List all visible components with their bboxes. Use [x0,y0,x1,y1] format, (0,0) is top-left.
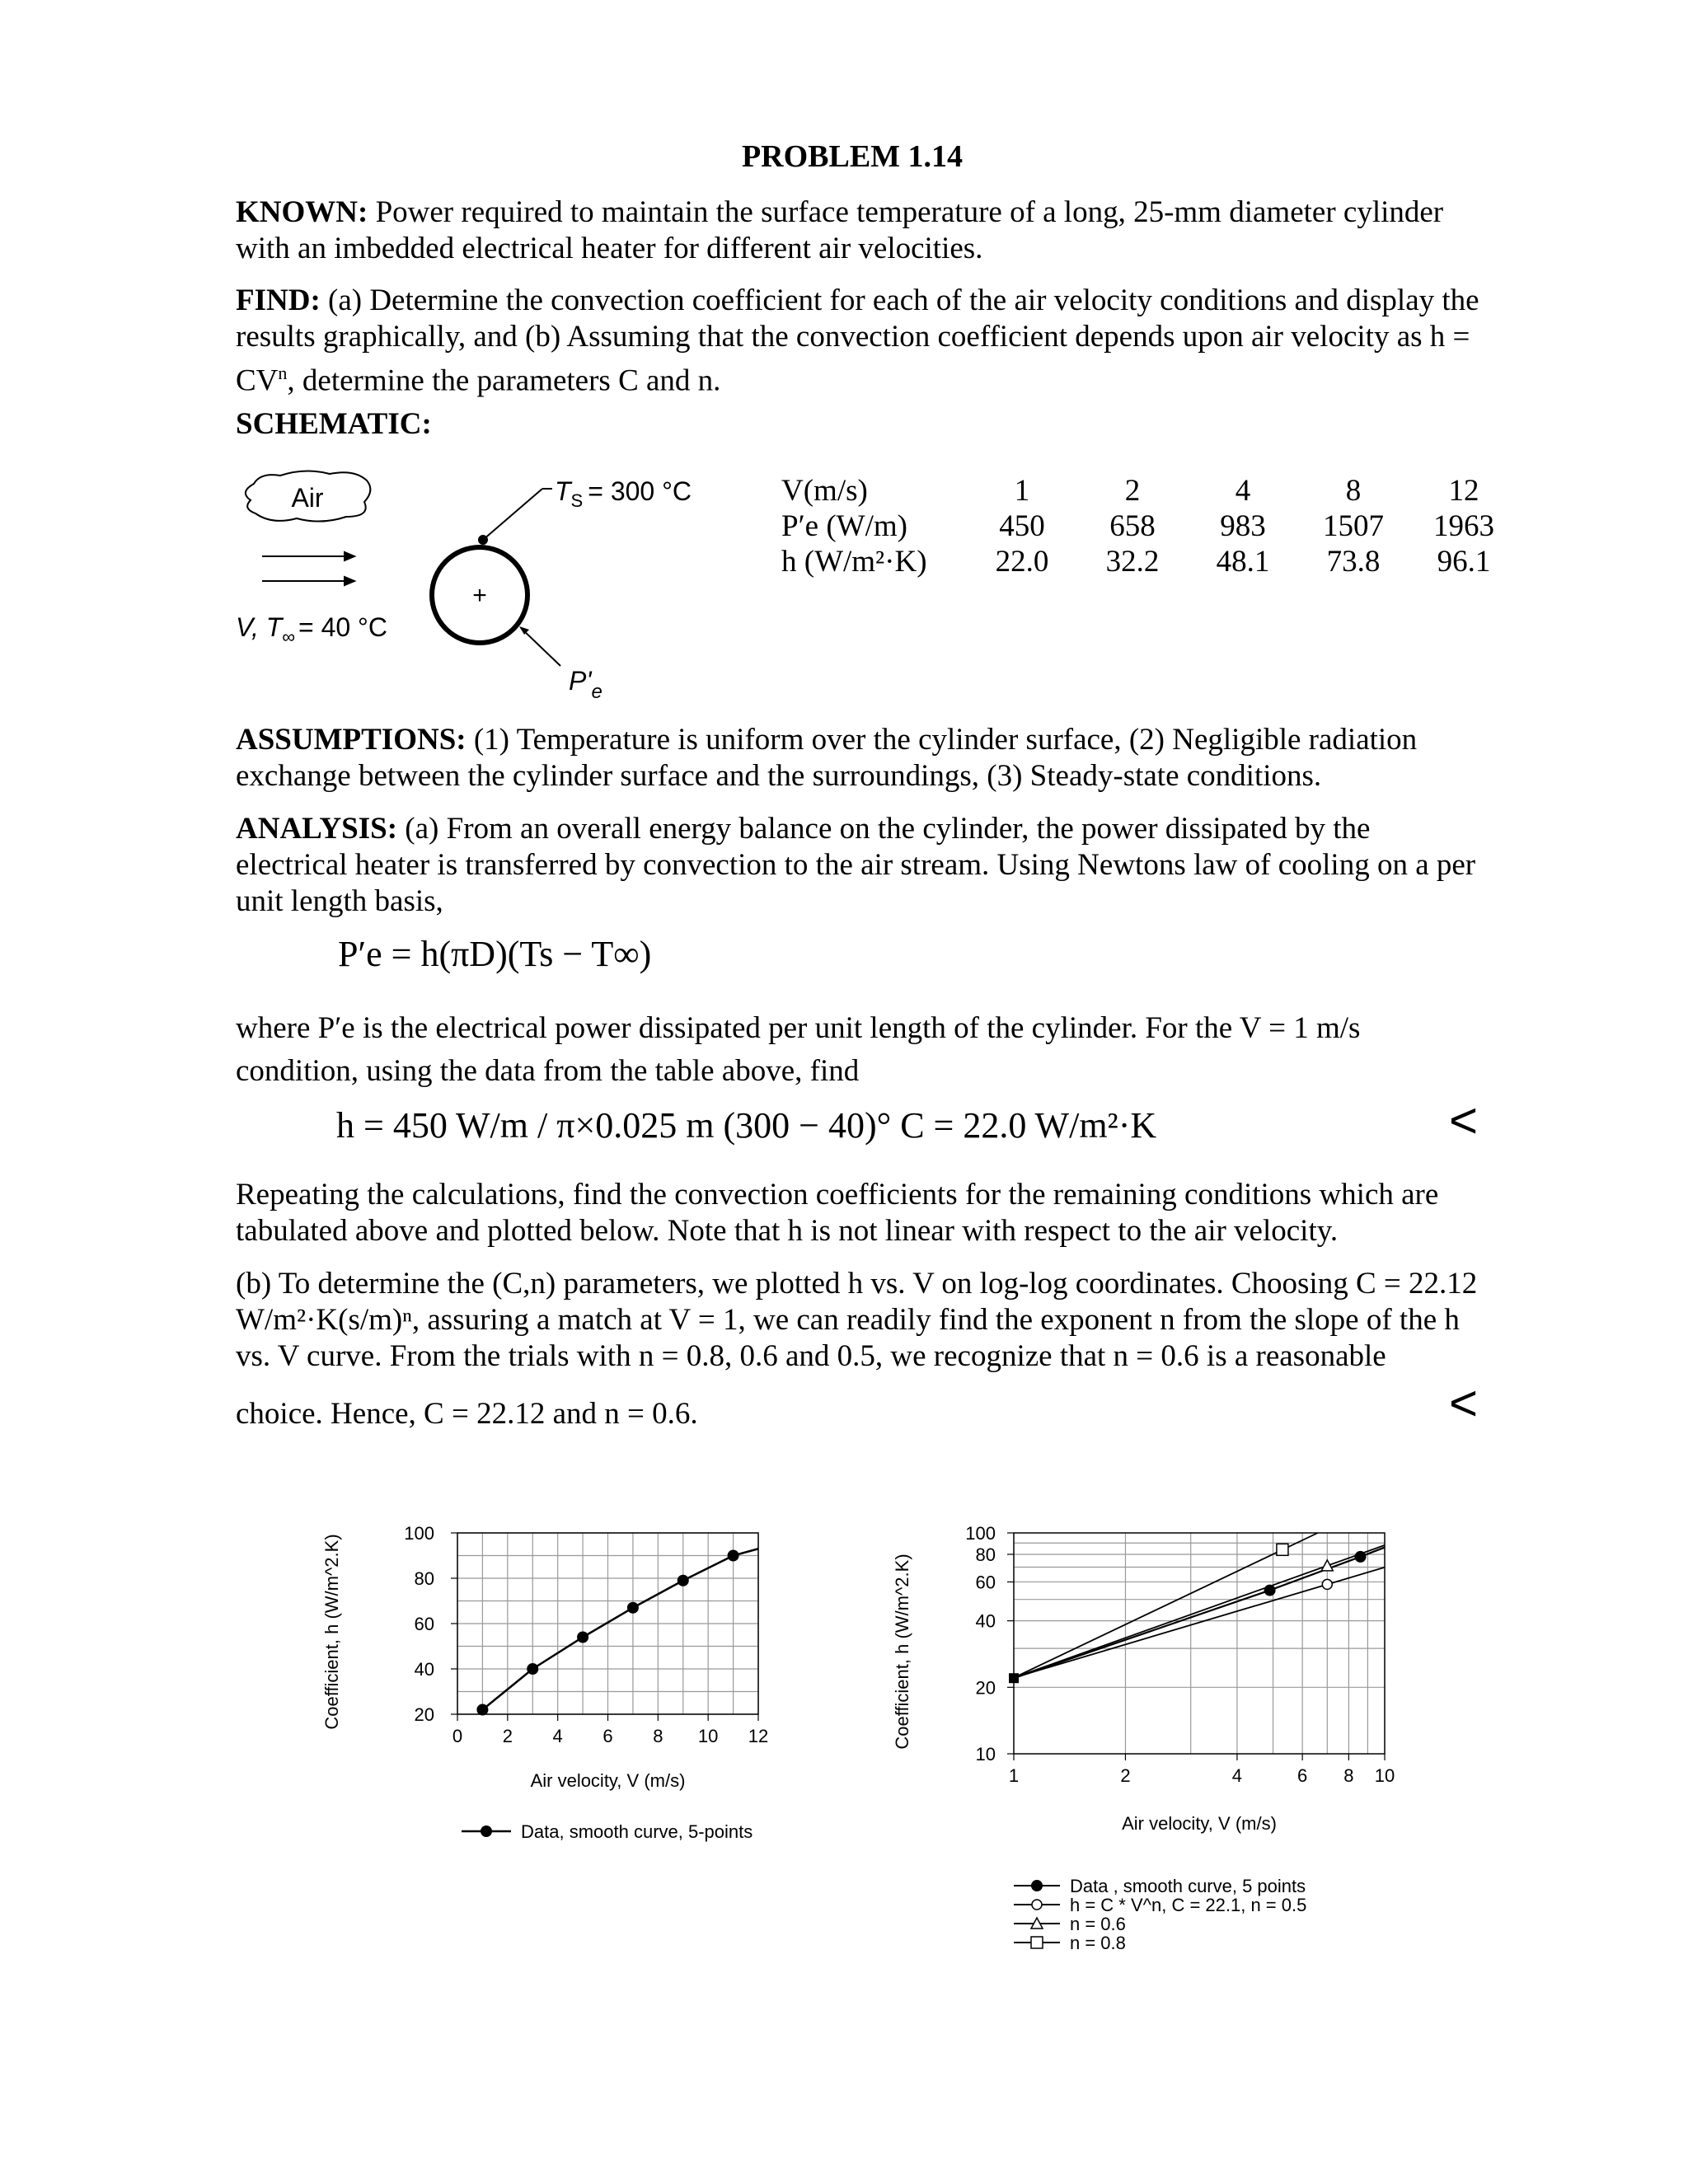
x-tick-label: 2 [502,1726,513,1746]
marker-n-0.8 [1277,1544,1288,1555]
known-label: KNOWN: [236,195,368,229]
table-cell: 658 [1109,509,1156,543]
pe-annotation: $P'_e$ [569,666,603,703]
where-line [236,1010,1360,1047]
series-line [482,1549,758,1709]
part-b-paragraph: (b) To determine the (C,n) parameters, we plotted h vs. V on log-log coordinates. Choosing C = 22.12 W/m²·K(s/m)ⁿ, assuring a match at V = 1, we can readily find the exponent n from the slope of the h vs. V curve. From the trials with n = 0.8, 0.6 and 0.5, we recognize that n = 0.6 is a reasonable [236,1267,1478,1373]
x-tick-label: 8 [1343,1765,1354,1786]
find-text-b: , determine the parameters C and n. [287,363,721,398]
known-paragraph [236,194,1480,267]
y-tick-label: 100 [965,1523,996,1544]
table-cell: 48.1 [1216,545,1270,579]
ts-leader-line [483,489,542,540]
marker-n-0.6 [1321,1560,1333,1571]
x-tick-label: 1 [1008,1765,1020,1786]
repeat-paragraph: Repeating the calculations, find the convection coefficients for the remaining conditions which are tabulated above and plotted below. Note that h is not linear with respect to the air velocity. [236,1178,1439,1248]
y-tick-label: 60 [414,1614,434,1634]
row-label: V(m/s) [781,474,868,508]
legend-label: Data , smooth curve, 5 points [1070,1876,1306,1896]
data-table [781,473,1519,579]
known-text: Power required to maintain the surface temperature of a long, 25-mm diameter cylinder with an imbedded electrical heater for different air velocities. [236,195,1444,265]
legend-label: n = 0.8 [1070,1933,1126,1953]
x-tick-label: 12 [748,1726,769,1746]
marker-n-0.5 [1322,1579,1332,1589]
legend-marker [481,1825,492,1837]
pe-leader-line [521,628,560,666]
legend-label: h = C * V^n, C = 22.1, n = 0.5 [1070,1895,1307,1915]
table-cell: 1507 [1323,509,1384,543]
legend-label: Data, smooth curve, 5-points [521,1821,753,1842]
data-point [476,1704,488,1716]
table-cell: 2 [1124,474,1141,508]
ts-annotation: $T_S = 300$ °C [555,476,692,511]
data-point [1355,1551,1367,1563]
y-tick-label: 10 [975,1744,996,1765]
y-tick-label: 100 [404,1523,434,1544]
x-axis-label: Air velocity, V (m/s) [530,1770,686,1791]
assumptions-paragraph [236,722,1480,794]
data-point [527,1663,538,1675]
x-tick-label: 2 [1120,1765,1131,1786]
x-tick-label: 6 [603,1726,613,1746]
analysis-text: (a) From an overall energy balance on the cylinder, the power dissipated by the electrical heater is transferred by convection to the air stream. Using Newtons law of cooling on a per unit length basis, [236,812,1476,918]
table-row [781,509,1519,544]
y-tick-label: 20 [975,1677,996,1699]
analysis-paragraph [236,811,1480,920]
table-cell: 22.0 [995,545,1049,579]
data-point [577,1632,588,1643]
schematic-diagram [231,466,742,713]
y-tick-label: 40 [414,1659,434,1680]
equation-2: h = 450 W/m / π×0.025 m (300 − 40)° C = 22.0 W/m²·K [336,1105,1157,1146]
air-label: Air [291,483,324,513]
find-paragraph [236,283,1480,399]
data-point [627,1602,639,1614]
table-cell: 73.8 [1326,545,1381,579]
table-cell: 8 [1345,474,1362,508]
table-cell: 1963 [1433,509,1494,543]
y-tick-label: 80 [414,1568,434,1589]
heater-plus: + [472,582,487,609]
find-label: FIND: [236,284,321,317]
answer-mark-2: < [1449,1376,1479,1431]
data-point [728,1550,739,1562]
v-tinf-annotation: V, $T_\infty = 40$ °C [236,612,387,647]
assumptions-text: (1) Temperature is uniform over the cylinder surface, (2) Negligible radiation exchange between the cylinder surface and the surroundings, (3) Steady-state conditions. [236,723,1418,793]
x-tick-label: 6 [1297,1765,1308,1786]
legend-marker [1032,1900,1042,1910]
table-row [781,544,1519,579]
table-cell: 983 [1220,509,1266,543]
where-text: is the electrical power dissipated per unit length of the cylinder. For the V = 1 m/s [362,1011,1361,1045]
answer-mark-1: < [1449,1093,1479,1148]
schematic-label: SCHEMATIC: [236,407,432,441]
chart-loglog [890,1508,1418,1953]
y-tick-label: 60 [975,1572,996,1593]
table-cell: 1 [1014,474,1030,508]
flow-arrows-icon [262,552,354,585]
table-cell: 32.2 [1105,545,1160,579]
analysis-label: ANALYSIS: [236,812,398,846]
x-tick-label: 10 [1374,1765,1395,1786]
x-tick-label: 4 [552,1726,563,1746]
where-word: where [236,1011,311,1045]
table-cell: 12 [1448,474,1479,508]
y-axis-label: Coefficient, h (W/m^2.K) [892,1554,912,1750]
data-point [1009,1673,1019,1683]
legend-label: n = 0.6 [1070,1914,1126,1934]
data-point [678,1575,689,1586]
x-tick-label: 0 [452,1726,463,1746]
choice-line: choice. Hence, C = 22.12 and n = 0.6. [236,1397,698,1431]
chart-linear [313,1508,857,1871]
table-row [781,473,1519,509]
assumptions-label: ASSUMPTIONS: [236,723,467,757]
legend-marker [1031,1937,1043,1948]
condition-line: condition, using the data from the table above, find [236,1054,860,1088]
find-sup: n [278,363,288,383]
x-tick-label: 8 [653,1726,663,1746]
table-cell: 450 [999,509,1045,543]
table-cell: 96.1 [1437,545,1491,579]
x-tick-label: 4 [1231,1765,1243,1786]
equation-1: P′e = h(πD)(Ts − T∞) [338,934,652,974]
y-tick-label: 40 [975,1610,996,1632]
row-label: P′e (W/m) [781,509,907,543]
y-axis-label: Coefficient, h (W/m^2.K) [321,1534,342,1730]
page-title: PROBLEM 1.14 [741,139,964,174]
row-label: h (W/m²·K) [781,545,927,579]
find-text-a: (a) Determine the convection coefficient for each of the air velocity conditions and display the results graphically, and (b) Assuming that the convection coefficient depends upon air velocity as h = CV [236,284,1479,398]
table-cell: 4 [1235,474,1251,508]
where-symbol: P′e [317,1011,355,1045]
legend-marker [1031,1880,1043,1891]
y-tick-label: 80 [975,1544,996,1565]
x-axis-label: Air velocity, V (m/s) [1122,1813,1277,1834]
data-point [1264,1585,1276,1596]
x-tick-label: 10 [697,1726,719,1746]
y-tick-label: 20 [414,1704,434,1725]
